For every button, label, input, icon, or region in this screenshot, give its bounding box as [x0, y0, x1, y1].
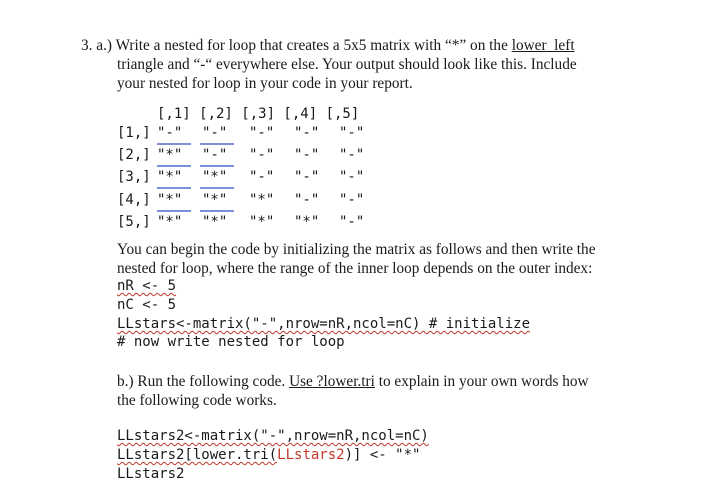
matrix-cell: "-"	[249, 125, 275, 141]
matrix-cell: "*"	[157, 169, 183, 186]
code-line-nr	[117, 278, 176, 294]
question-3a-line-3: your nested for loop in your code in your report.	[117, 75, 413, 92]
column-highlight-line	[200, 210, 234, 212]
code2-line-lowertri	[117, 447, 420, 463]
code2-lowertri-call: LLstars2[lower.tri(	[117, 447, 278, 463]
matrix-cell: "-"	[339, 191, 365, 208]
column-highlight-line	[200, 187, 234, 189]
code-init: LLstars<-matrix("-",nrow=nR,ncol=nC) # initialize	[117, 316, 531, 332]
question-3b-line-2: the following code works.	[117, 392, 277, 409]
code2-line-print: LLstars2	[117, 466, 185, 482]
matrix-cell: "*"	[294, 213, 320, 230]
matrix-row-label: [2,]	[117, 147, 151, 164]
matrix-cell: "*"	[157, 147, 183, 164]
matrix-cell: "*"	[202, 213, 228, 230]
column-highlight-line	[157, 210, 191, 212]
matrix-cell: "-"	[294, 147, 320, 164]
matrix-cell: "-"	[294, 169, 320, 186]
matrix-cell: "-"	[339, 169, 365, 186]
matrix-cell: "*"	[202, 191, 228, 208]
matrix-cell: "*"	[249, 213, 275, 230]
code2-assign: )] <- "*"	[344, 447, 421, 463]
init-text-line-2: nested for loop, where the range of the inner loop depends on the outer index:	[117, 260, 593, 277]
column-highlight-line	[157, 165, 191, 167]
matrix-cell: "-"	[294, 125, 320, 141]
lower-left-text: lower left	[511, 37, 575, 54]
column-highlight-line	[157, 143, 191, 145]
matrix-cell: "-"	[202, 125, 228, 141]
matrix-row-label: [5,]	[117, 213, 151, 230]
question-3b-line-1	[117, 373, 589, 391]
matrix-cell: "*"	[157, 191, 183, 208]
lower-tri-help-text: Use ?lower.tri	[289, 373, 375, 390]
matrix-cell: "-"	[249, 147, 275, 164]
code-line-init	[117, 316, 530, 332]
matrix-cell: "-"	[339, 147, 365, 164]
init-text-line-1: You can begin the code by initializing the matrix as follows and then write the	[117, 241, 596, 258]
matrix-cell: "-"	[249, 169, 275, 186]
matrix-cell: "-"	[339, 213, 365, 230]
code2-matrix: LLstars2<-matrix("-",nrow=nR,ncol=nC)	[117, 428, 429, 444]
question-text: Write a nested for loop that creates a 5x5 matrix with “*” on the	[115, 37, 512, 54]
matrix-row-label: [3,]	[117, 169, 151, 186]
code2-lowertri-arg: LLstars2	[277, 447, 345, 463]
matrix-row-label: [4,]	[117, 191, 151, 208]
matrix-column-header: [,1] [,2] [,3] [,4] [,5]	[157, 106, 360, 122]
matrix-cell: "*"	[157, 213, 183, 230]
code2-line-matrix	[117, 428, 429, 444]
matrix-cell: "*"	[202, 169, 228, 186]
column-highlight-line	[200, 143, 234, 145]
matrix-cell: "-"	[157, 125, 183, 141]
matrix-row-label: [1,]	[117, 125, 151, 141]
matrix-cell: "-"	[202, 147, 228, 164]
column-highlight-line	[157, 187, 191, 189]
column-highlight-line	[200, 165, 234, 167]
matrix-cell: "*"	[249, 191, 275, 208]
question-3a-line-1	[81, 37, 575, 55]
question-3b-text: b.) Run the following code.	[117, 373, 290, 390]
code-nr: nR <- 5	[117, 278, 177, 294]
code-line-nc: nC <- 5	[117, 297, 177, 313]
question-label: 3. a.)	[81, 37, 113, 54]
question-3a-line-2: triangle and “-“ everywhere else. Your output should look like this. Include	[117, 56, 577, 73]
matrix-cell: "-"	[339, 125, 365, 141]
question-3b-text-end: to explain in your own words how	[374, 373, 589, 390]
code-line-comment: # now write nested for loop	[117, 334, 345, 350]
matrix-cell: "-"	[294, 191, 320, 208]
